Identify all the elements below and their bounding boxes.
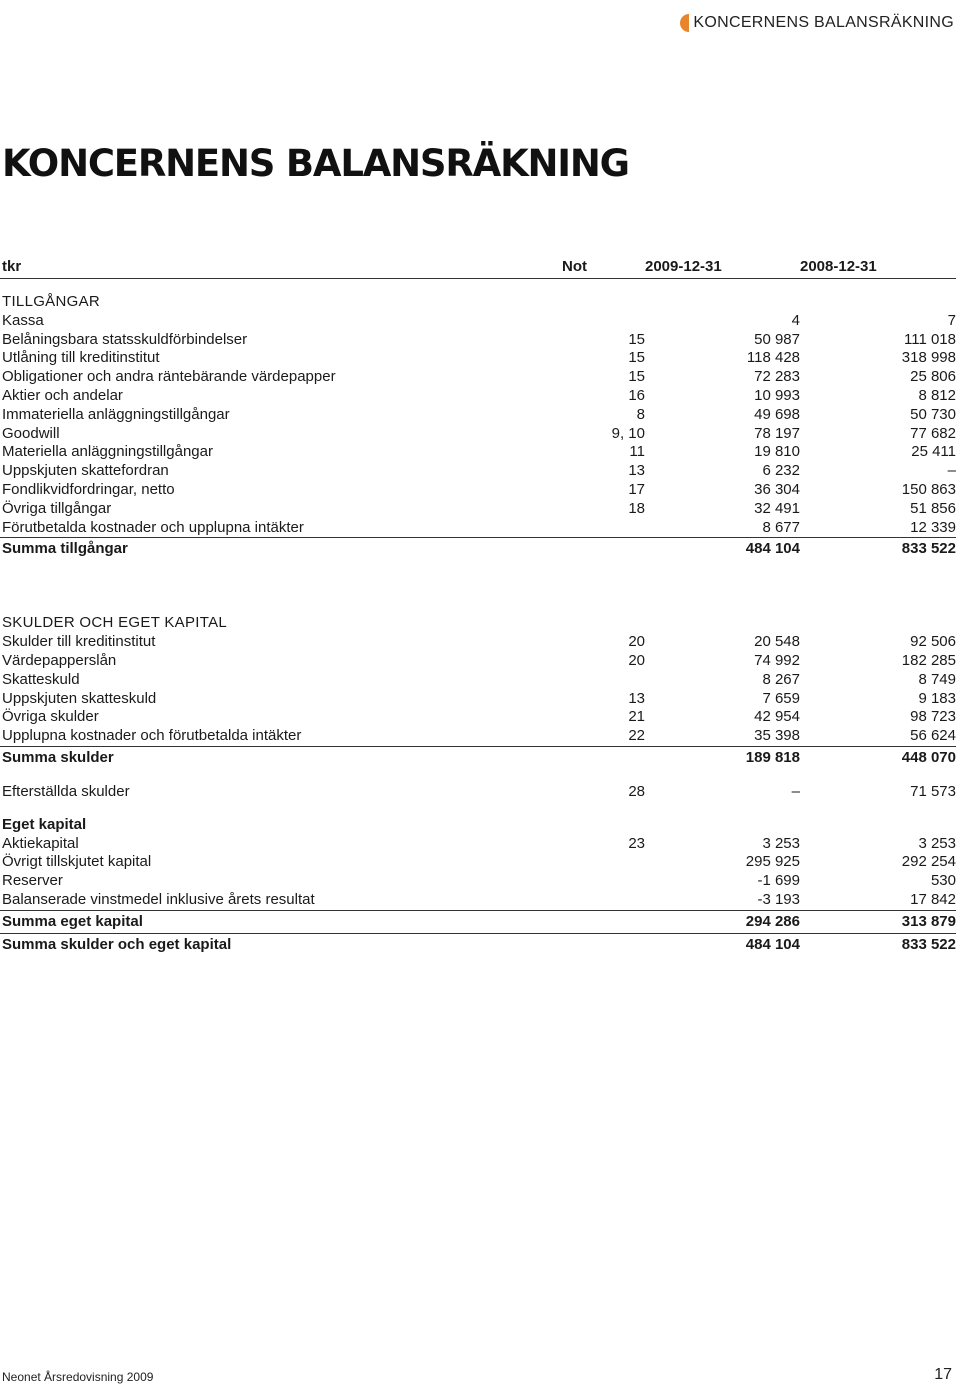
row-note: 15	[628, 330, 645, 348]
table-row	[0, 671, 956, 690]
row-value-2009: 35 398	[754, 727, 800, 745]
row-value-2008: 833 522	[800, 538, 956, 561]
row-note: 13	[628, 462, 645, 480]
section-heading-liabilities	[0, 614, 956, 633]
table-row	[0, 633, 956, 652]
row-note	[562, 671, 645, 690]
row-label: Aktiekapital	[2, 834, 79, 852]
row-value-2009: 4	[791, 311, 800, 329]
section-heading-equity	[0, 816, 956, 835]
row-note: 20	[628, 651, 645, 669]
row-label: Skatteskuld	[2, 670, 80, 688]
table-row	[0, 481, 956, 500]
row-value-2009: 36 304	[754, 480, 800, 498]
column-header-tkr: tkr	[0, 256, 562, 279]
row-value-2008: 9 183	[918, 689, 956, 707]
row-value-2009: 32 491	[754, 499, 800, 517]
section-heading-assets-label: TILLGÅNGAR	[2, 293, 101, 310]
footer-publication: Neonet Årsredovisning 2009	[2, 1370, 154, 1384]
row-value-2009: 49 698	[754, 405, 800, 423]
row-value-2009: 19 810	[754, 443, 800, 461]
row-value-2008: 182 285	[901, 651, 956, 669]
row-value-2009: 484 104	[645, 933, 800, 956]
row-value-2009: 20 548	[754, 633, 800, 651]
table-row	[0, 835, 956, 854]
row-value-2008: 448 070	[800, 746, 956, 769]
row-label: Summa skulder	[0, 746, 562, 769]
table-row	[0, 872, 956, 891]
row-value-2008: 51 856	[910, 499, 956, 517]
row-label: Upplupna kostnader och förutbetalda intäkter	[2, 727, 302, 745]
row-value-2009: 72 283	[754, 368, 800, 386]
table-row	[0, 406, 956, 425]
table-row	[0, 500, 956, 519]
row-value-2008: 8 812	[918, 386, 956, 404]
row-label: Uppskjuten skatteskuld	[2, 689, 157, 707]
table-row	[0, 652, 956, 671]
row-value-2009: 8 677	[762, 518, 800, 536]
row-note: 21	[628, 708, 645, 726]
page-title: KONCERNENS BALANSRÄKNING	[2, 142, 629, 185]
row-label: Övrigt tillskjutet kapital	[2, 853, 152, 871]
row-label: Övriga skulder	[2, 708, 99, 726]
row-note	[562, 933, 645, 956]
row-note	[562, 519, 645, 538]
row-label: Uppskjuten skattefordran	[2, 462, 169, 480]
row-value-2009: 78 197	[754, 424, 800, 442]
row-note: 11	[629, 443, 645, 461]
spacer-row	[0, 802, 956, 816]
section-heading-liabilities-label: SKULDER OCH EGET KAPITAL	[2, 614, 228, 632]
spacer-cell	[0, 802, 956, 816]
total-row-liabilities	[0, 746, 956, 769]
row-value-2008: 56 624	[910, 727, 956, 745]
row-value-2008: 150 863	[901, 480, 956, 498]
table-row	[0, 387, 956, 406]
row-note: 20	[628, 633, 645, 651]
row-label: Övriga tillgångar	[2, 499, 112, 517]
row-value-2009: 7 659	[762, 689, 800, 707]
row-value-2008: 12 339	[910, 518, 956, 536]
row-label: Skulder till kreditinstitut	[2, 633, 156, 651]
section-heading-assets	[0, 293, 956, 312]
total-row-equity	[0, 910, 956, 933]
spacer-row	[0, 769, 956, 783]
table-row	[0, 331, 956, 350]
table-row	[0, 727, 956, 746]
table-row	[0, 853, 956, 872]
column-header-note: Not	[562, 256, 645, 279]
row-value-2008: –	[947, 462, 956, 480]
row-label: Obligationer och andra räntebärande värdepapper	[2, 368, 336, 386]
table-row	[0, 425, 956, 444]
row-value-2008: 3 253	[918, 834, 956, 852]
page-number: 17	[934, 1366, 952, 1383]
balance-sheet-table	[0, 256, 956, 956]
row-note	[562, 538, 645, 561]
row-label: Goodwill	[2, 424, 60, 442]
row-note	[562, 910, 645, 933]
row-note: 28	[628, 782, 645, 800]
table-row	[0, 312, 956, 331]
row-label: Aktier och andelar	[2, 386, 123, 404]
row-note	[562, 312, 645, 331]
row-value-2008: 25 806	[910, 368, 956, 386]
row-label: Kassa	[2, 311, 44, 329]
row-value-2009: 189 818	[645, 746, 800, 769]
row-note: 18	[628, 499, 645, 517]
row-note: 23	[628, 834, 645, 852]
row-value-2009: 8 267	[762, 670, 800, 688]
row-note	[562, 853, 645, 872]
row-note: 9, 10	[611, 424, 645, 442]
row-value-2008: 77 682	[910, 424, 956, 442]
row-note	[562, 891, 645, 910]
running-header	[680, 14, 954, 32]
row-note: 15	[628, 368, 645, 386]
row-label: Värdepapperslån	[2, 651, 117, 669]
row-value-2008: 313 879	[800, 910, 956, 933]
row-note: 16	[628, 386, 645, 404]
row-note	[562, 746, 645, 769]
row-label: Förutbetalda kostnader och upplupna intäkter	[2, 518, 304, 536]
row-label: Balanserade vinstmedel inklusive årets resultat	[2, 890, 315, 908]
row-value-2008: 17 842	[910, 890, 956, 908]
row-value-2008: 111 018	[904, 330, 956, 348]
row-value-2009: –	[791, 782, 800, 800]
row-value-2009: -1 699	[757, 872, 800, 890]
row-note	[562, 872, 645, 891]
table-row	[0, 690, 956, 709]
spacer-row	[0, 560, 956, 614]
row-value-2008: 25 411	[911, 443, 956, 461]
total-row-grand	[0, 933, 956, 956]
row-value-2009: 294 286	[645, 910, 800, 933]
row-label: Utlåning till kreditinstitut	[2, 349, 160, 367]
row-value-2008: 318 998	[901, 349, 956, 367]
table-row	[0, 349, 956, 368]
row-note: 8	[636, 405, 645, 423]
table-header-row	[0, 256, 956, 279]
row-label: Fondlikvidfordringar, netto	[2, 480, 175, 498]
spacer-cell	[0, 279, 956, 294]
row-note: 17	[628, 480, 645, 498]
row-label: Immateriella anläggningstillgångar	[2, 405, 230, 423]
row-label: Reserver	[2, 872, 63, 890]
row-value-2009: 10 993	[754, 386, 800, 404]
row-value-2008: 92 506	[910, 633, 956, 651]
row-value-2008: 530	[930, 872, 956, 890]
row-value-2008: 7	[947, 311, 956, 329]
spacer-row	[0, 279, 956, 294]
section-heading-equity-label: Eget kapital	[2, 815, 87, 833]
tab-marker-icon	[680, 14, 689, 32]
row-value-2009: -3 193	[757, 890, 800, 908]
spacer-cell	[0, 560, 956, 614]
table-row	[0, 891, 956, 910]
row-value-2009: 50 987	[754, 330, 800, 348]
row-value-2009: 484 104	[645, 538, 800, 561]
row-value-2009: 74 992	[754, 651, 800, 669]
row-label: Summa eget kapital	[0, 910, 562, 933]
row-value-2008: 71 573	[910, 782, 956, 800]
row-value-2008: 292 254	[901, 853, 956, 871]
spacer-cell	[0, 769, 956, 783]
row-value-2008: 98 723	[910, 708, 956, 726]
row-note: 15	[628, 349, 645, 367]
row-label: Materiella anläggningstillgångar	[2, 443, 213, 461]
row-value-2009: 42 954	[754, 708, 800, 726]
table-row	[0, 368, 956, 387]
table-row	[0, 708, 956, 727]
row-value-2008: 50 730	[910, 405, 956, 423]
total-row-assets	[0, 538, 956, 561]
row-label: Belåningsbara statsskuldförbindelser	[2, 330, 248, 348]
row-value-2008: 8 749	[918, 670, 956, 688]
row-label: Summa skulder och eget kapital	[0, 933, 562, 956]
row-value-2009: 118 428	[746, 349, 800, 367]
table-row	[0, 443, 956, 462]
row-label: Efterställda skulder	[2, 782, 130, 800]
column-header-2009: 2009-12-31	[645, 256, 800, 279]
row-value-2009: 3 253	[762, 834, 800, 852]
table-row-subordinated	[0, 783, 956, 802]
row-note: 13	[628, 689, 645, 707]
row-label: Summa tillgångar	[0, 538, 562, 561]
column-header-2008: 2008-12-31	[800, 256, 956, 279]
row-note: 22	[628, 727, 645, 745]
table-row	[0, 519, 956, 538]
row-value-2009: 6 232	[762, 462, 800, 480]
running-header-label: KONCERNENS BALANSRÄKNING	[693, 14, 954, 31]
table-row	[0, 462, 956, 481]
row-value-2008: 833 522	[800, 933, 956, 956]
row-value-2009: 295 925	[745, 853, 800, 871]
